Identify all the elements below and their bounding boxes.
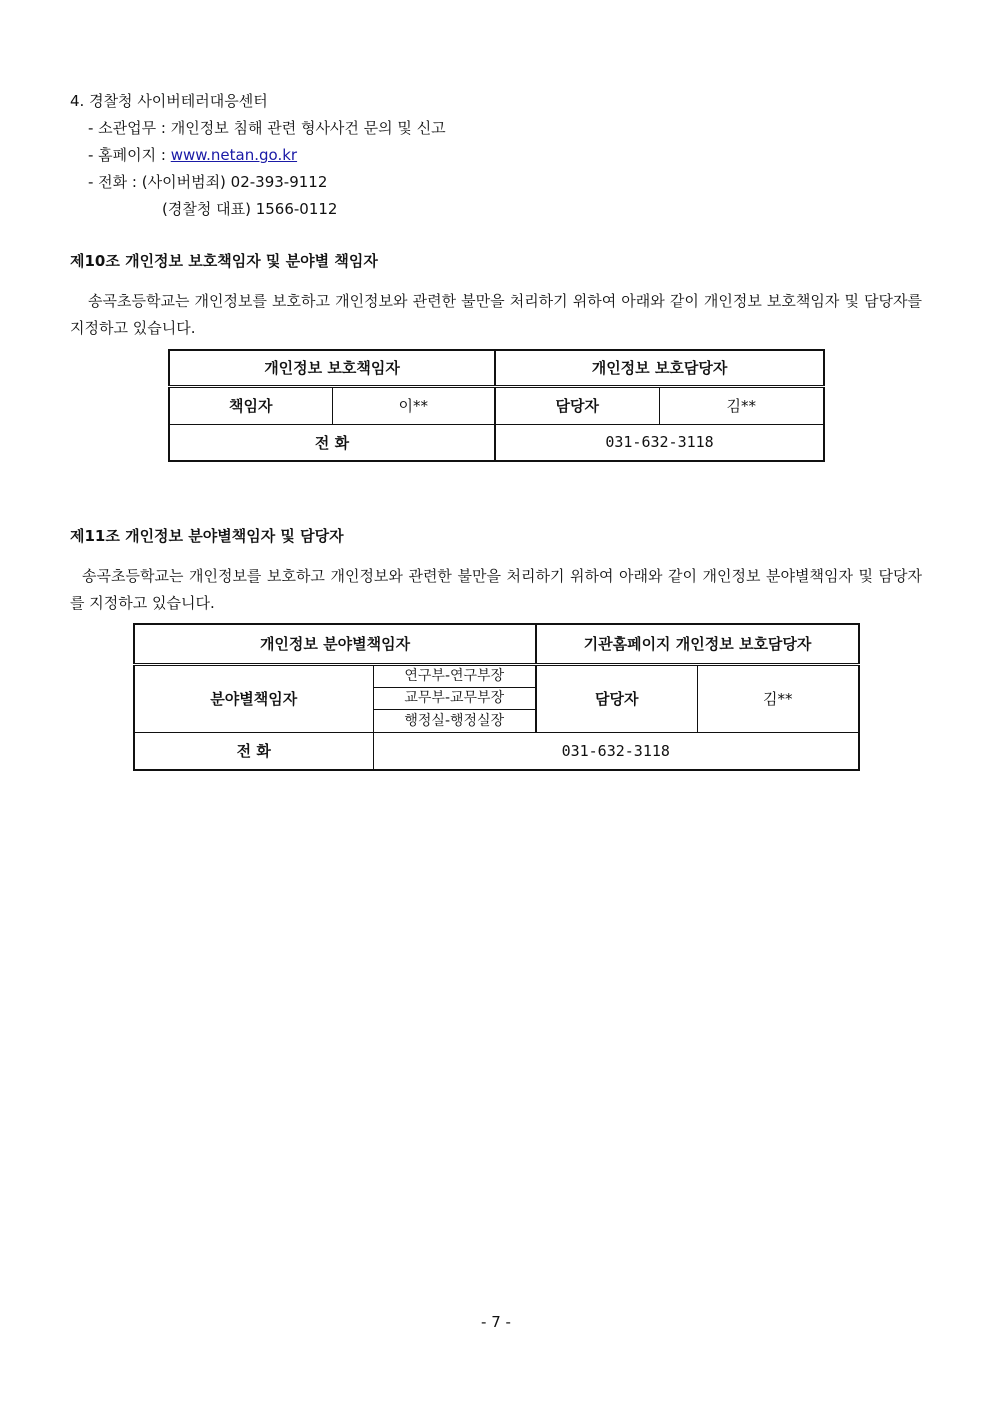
a10-resp-label: 책임자 [169, 386, 332, 424]
a10-staff-name: 김** [659, 386, 824, 424]
homepage-link[interactable]: www.netan.go.kr [170, 146, 298, 164]
a11-dept-admin: 행정실-행정실장 [404, 712, 505, 729]
a11-phone: 031-632-3118 [373, 732, 859, 770]
a11-field-label: 분야별책임자 [134, 664, 373, 732]
a11-header-field: 개인정보 분야별책임자 [134, 624, 536, 664]
a10-header-staff: 개인정보 보호담당자 [495, 350, 824, 386]
section4-phone-police: (경찰청 대표) 1566-0112 [162, 200, 338, 218]
article10-body: 송곡초등학교는 개인정보를 보호하고 개인정보와 관련한 불만을 처리하기 위하여 아래와 같이 개인정보 보호책임자 및 담당자를 지정하고 있습니다. [70, 292, 922, 337]
a11-staff-label: 담당자 [536, 664, 697, 732]
a11-dept-academic: 교무부-교무부장 [374, 688, 536, 710]
section4-phone-cyber: - 전화 : (사이버범죄) 02-393-9112 [88, 173, 328, 191]
a11-phone-label: 전 화 [134, 732, 373, 770]
article11-body: 송곡초등학교는 개인정보를 보호하고 개인정보와 관련한 불만을 처리하기 위하여 아래와 같이 개인정보 분야별책임자 및 담당자를 지정하고 있습니다. [70, 567, 922, 612]
homepage-label: - 홈페이지 : [88, 146, 171, 164]
a11-dept-research: 연구부-연구부장 [374, 666, 536, 688]
page-number: - 7 - [481, 1313, 511, 1331]
article11-table [133, 623, 860, 771]
article11-heading: 제11조 개인정보 분야별책임자 및 담당자 [70, 527, 344, 545]
a10-phone-label: 전 화 [169, 424, 495, 461]
section4-duty: - 소관업무 : 개인정보 침해 관련 형사사건 문의 및 신고 [88, 119, 446, 137]
a11-header-web: 기관홈페이지 개인정보 보호담당자 [536, 624, 859, 664]
a11-departments [373, 664, 536, 732]
section4-title: 4. 경찰청 사이버테러대응센터 [70, 92, 268, 110]
article10-heading: 제10조 개인정보 보호책임자 및 분야별 책임자 [70, 252, 378, 270]
a10-staff-label: 담당자 [495, 386, 659, 424]
a11-staff-name: 김** [697, 664, 859, 732]
a10-phone: 031-632-3118 [495, 424, 824, 461]
a10-resp-name: 이** [332, 386, 495, 424]
section4-homepage [88, 145, 297, 165]
a10-header-officer: 개인정보 보호책임자 [169, 350, 495, 386]
article10-table [168, 349, 825, 462]
